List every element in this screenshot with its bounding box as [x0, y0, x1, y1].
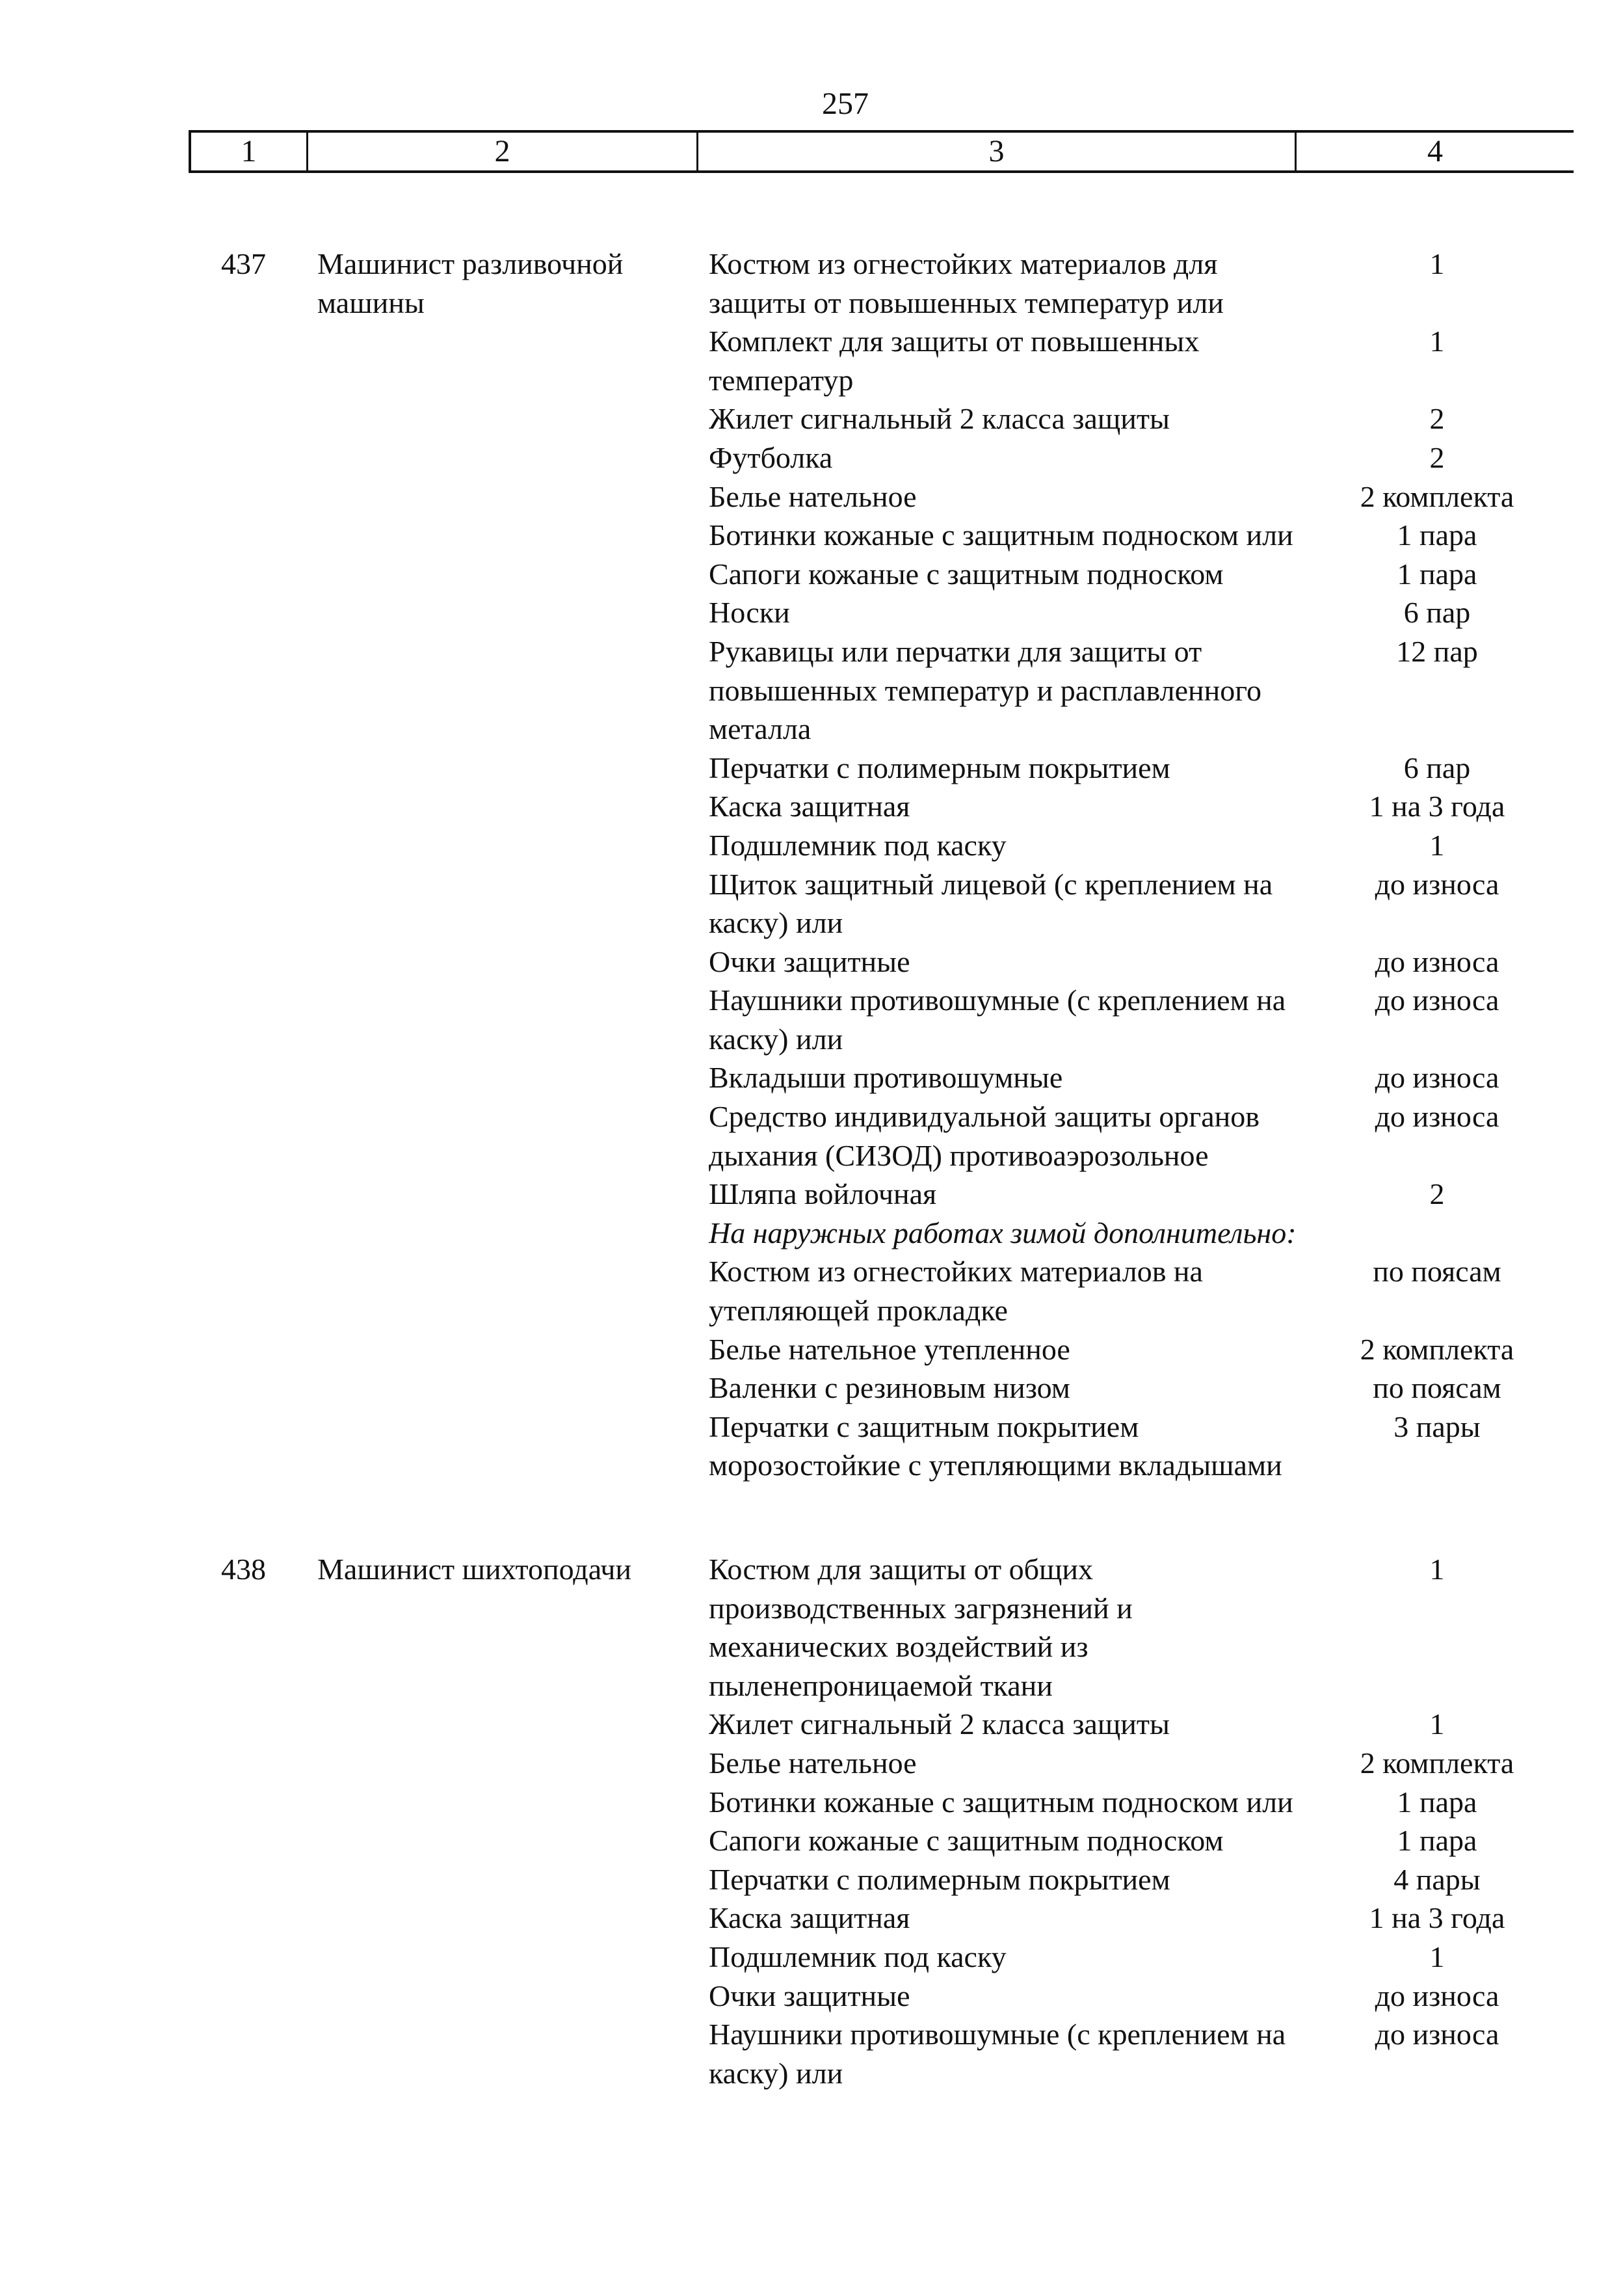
ppe-item-name: Жилет сигнальный 2 класса защиты	[709, 1707, 1170, 1741]
ppe-item-quantity: 1	[1429, 247, 1445, 280]
ppe-items-list	[709, 245, 1567, 1485]
ppe-item-name: Валенки с резиновым низом	[709, 1371, 1070, 1405]
ppe-item-name: Подшлемник под каску	[709, 1940, 1007, 1973]
profession-entry	[0, 1550, 1623, 2092]
section-note-row	[709, 1214, 1567, 1253]
ppe-item-name: Костюм из огнестойких материалов на утепляющей прокладке	[709, 1255, 1203, 1328]
ppe-items-list	[709, 1550, 1567, 2092]
ppe-item-row	[709, 865, 1567, 942]
ppe-item-name: Средство индивидуальной защиты органов дыхания (СИЗОД) противоаэрозольное	[709, 1100, 1260, 1172]
ppe-item-row	[709, 1097, 1567, 1175]
ppe-item-quantity: до износа	[1375, 944, 1499, 978]
ppe-item-name: Носки	[709, 596, 790, 630]
ppe-item-name: Каска защитная	[709, 1901, 910, 1935]
profession-title: Машинист разливочной машины	[317, 247, 624, 319]
ppe-item-quantity: до износа	[1375, 1061, 1499, 1095]
ppe-item-quantity: 1 пара	[1397, 1785, 1477, 1819]
ppe-item-name: Ботинки кожаные с защитным подноском или	[709, 1785, 1293, 1819]
ppe-item-quantity: 1 на 3 года	[1369, 1901, 1505, 1935]
column-header-row	[189, 130, 1574, 173]
ppe-item-name: Вкладыши противошумные	[709, 1061, 1063, 1095]
ppe-item-name: Сапоги кожаные с защитным подноском	[709, 557, 1224, 591]
ppe-item-name: Щиток защитный лицевой (с креплением на каску) или	[709, 867, 1273, 940]
column-header-2: 2	[308, 133, 698, 170]
ppe-item-name: Каска защитная	[709, 790, 910, 823]
ppe-item-quantity: 1	[1429, 1553, 1445, 1586]
ppe-item-quantity: 3 пары	[1393, 1409, 1481, 1443]
ppe-item-name: Костюм для защиты от общих производственных загрязнений и механических воздействий из пыленепроницаемой ткани	[709, 1553, 1133, 1702]
ppe-item-quantity: 1	[1429, 1940, 1445, 1973]
ppe-item-row	[709, 1938, 1567, 1977]
ppe-item-row	[709, 1783, 1567, 1822]
ppe-item-quantity: до износа	[1375, 1100, 1499, 1134]
ppe-item-row	[709, 632, 1567, 749]
ppe-item-quantity: 2 комплекта	[1360, 1746, 1514, 1780]
ppe-item-name: Ботинки кожаные с защитным подноском или	[709, 518, 1293, 552]
ppe-item-quantity: 1	[1429, 1707, 1445, 1741]
ppe-item-row	[709, 981, 1567, 1058]
ppe-item-quantity: до износа	[1375, 2018, 1499, 2051]
ppe-item-quantity: 2	[1429, 440, 1445, 474]
ppe-item-quantity: до износа	[1375, 983, 1499, 1017]
ppe-item-name: Подшлемник под каску	[709, 828, 1007, 862]
ppe-item-quantity: 4 пары	[1393, 1862, 1481, 1896]
ppe-item-quantity: 1 пара	[1397, 1824, 1477, 1858]
ppe-item-row	[709, 1744, 1567, 1783]
ppe-item-quantity: 1 пара	[1397, 518, 1477, 552]
section-note: На наружных работах зимой дополнительно:	[709, 1216, 1297, 1249]
ppe-item-name: Наушники противошумные (с креплением на каску) или	[709, 983, 1286, 1056]
ppe-item-row	[709, 438, 1567, 477]
ppe-item-row	[709, 516, 1567, 555]
ppe-item-name: Шляпа войлочная	[709, 1177, 937, 1211]
ppe-item-row	[709, 787, 1567, 826]
ppe-item-quantity: 1 на 3 года	[1369, 790, 1505, 823]
ppe-item-name: Рукавицы или перчатки для защиты от повышенных температур и расплавленного металла	[709, 634, 1261, 746]
ppe-item-row	[709, 322, 1567, 399]
ppe-item-name: Очки защитные	[709, 1979, 910, 2012]
ppe-item-name: Сапоги кожаные с защитным подноском	[709, 1824, 1224, 1858]
ppe-item-row	[709, 1368, 1567, 1408]
ppe-item-row	[709, 1899, 1567, 1938]
profession-entry	[0, 245, 1623, 1485]
ppe-item-row	[709, 1977, 1567, 2016]
ppe-item-quantity	[1307, 1214, 1567, 1253]
ppe-item-quantity: до износа	[1375, 867, 1499, 901]
ppe-item-name: Жилет сигнальный 2 класса защиты	[709, 402, 1170, 436]
ppe-item-quantity: до износа	[1375, 1979, 1499, 2012]
page-number: 257	[822, 87, 869, 121]
ppe-item-name: Костюм из огнестойких материалов для защиты от повышенных температур или	[709, 247, 1224, 319]
ppe-item-quantity: 2	[1429, 402, 1445, 436]
ppe-item-name: Белье нательное	[709, 1746, 917, 1780]
ppe-item-row	[709, 1175, 1567, 1214]
ppe-item-quantity: 2 комплекта	[1360, 479, 1514, 513]
ppe-item-row	[709, 2015, 1567, 2092]
ppe-item-row	[709, 826, 1567, 865]
ppe-item-quantity: 1	[1429, 325, 1445, 358]
ppe-item-name: Перчатки с защитным покрытием морозостойкие с утепляющими вкладышами	[709, 1409, 1282, 1482]
ppe-item-name: Футболка	[709, 440, 833, 474]
ppe-item-quantity: 1 пара	[1397, 557, 1477, 591]
ppe-item-row	[709, 555, 1567, 594]
ppe-item-row	[709, 1058, 1567, 1097]
ppe-item-row	[709, 749, 1567, 788]
ppe-item-quantity: по поясам	[1373, 1371, 1501, 1405]
ppe-item-row	[709, 477, 1567, 516]
norms-table-body	[0, 245, 1623, 2157]
ppe-item-row	[709, 1821, 1567, 1860]
ppe-item-name: Белье нательное утепленное	[709, 1332, 1070, 1366]
ppe-item-row	[709, 399, 1567, 438]
ppe-item-quantity: 6 пар	[1403, 751, 1471, 784]
column-header-4: 4	[1427, 134, 1443, 168]
profession-title: Машинист шихтоподачи	[317, 1553, 632, 1586]
ppe-item-quantity: 12 пар	[1396, 634, 1478, 668]
ppe-item-quantity: 2	[1429, 1177, 1445, 1211]
ppe-item-row	[709, 1408, 1567, 1485]
ppe-item-name: Комплект для защиты от повышенных температур	[709, 325, 1200, 397]
column-header-1: 1	[191, 133, 308, 170]
ppe-item-quantity: 2 комплекта	[1360, 1332, 1514, 1366]
ppe-item-row	[709, 245, 1567, 322]
ppe-item-name: Наушники противошумные (с креплением на каску) или	[709, 2018, 1286, 2090]
column-header-3: 3	[698, 133, 1297, 170]
ppe-item-row	[709, 593, 1567, 632]
ppe-item-row	[709, 1252, 1567, 1329]
ppe-item-row	[709, 1330, 1567, 1369]
ppe-item-row	[709, 1550, 1567, 1705]
ppe-item-name: Перчатки с полимерным покрытием	[709, 1862, 1170, 1896]
ppe-item-quantity: 6 пар	[1403, 596, 1471, 630]
ppe-item-name: Белье нательное	[709, 479, 917, 513]
ppe-item-row	[709, 1705, 1567, 1744]
ppe-item-row	[709, 1860, 1567, 1899]
ppe-item-name: Очки защитные	[709, 944, 910, 978]
ppe-item-quantity: по поясам	[1373, 1255, 1501, 1288]
ppe-item-row	[709, 942, 1567, 981]
entry-number: 437	[221, 247, 266, 280]
entry-number: 438	[221, 1553, 266, 1586]
ppe-item-quantity: 1	[1429, 828, 1445, 862]
ppe-item-name: Перчатки с полимерным покрытием	[709, 751, 1170, 784]
